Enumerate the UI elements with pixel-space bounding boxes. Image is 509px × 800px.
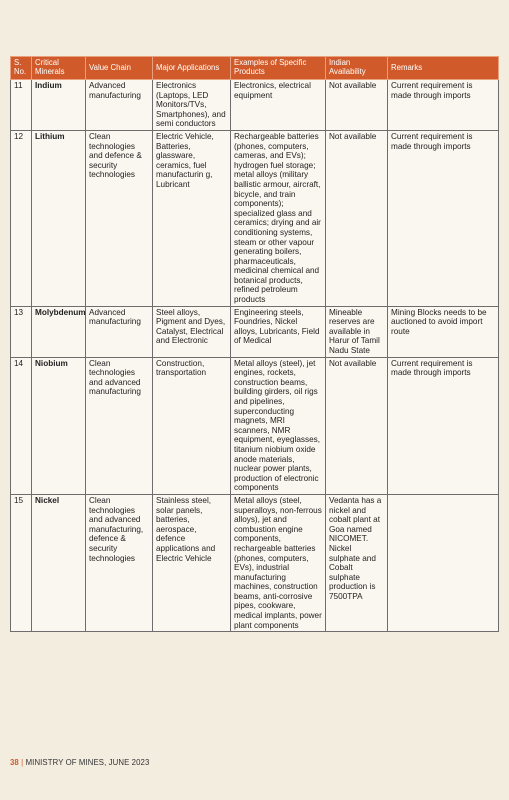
header-sno: S. No. <box>11 57 32 80</box>
cell-mineral: Indium <box>32 80 86 131</box>
cell-availability: Vedanta has a nickel and cobalt plant at Goa named NICOMET. Nickel sulphate and Cobalt sulphate production is 7500TPA <box>326 494 388 631</box>
cell-remarks: Current requirement is made through imports <box>388 357 499 494</box>
cell-value-chain: Clean technologies and advanced manufacturing, defence & security technologies <box>86 494 153 631</box>
cell-availability: Mineable reserves are available in Harur of Tamil Nadu State <box>326 306 388 357</box>
header-applications: Major Applications <box>153 57 231 80</box>
cell-mineral: Nickel <box>32 494 86 631</box>
cell-value-chain: Advanced manufacturing <box>86 306 153 357</box>
cell-remarks: Mining Blocks needs to be auctioned to avoid import route <box>388 306 499 357</box>
page-number: 38 <box>10 758 19 767</box>
cell-applications: Construction, transportation <box>153 357 231 494</box>
cell-mineral: Molybdenum <box>32 306 86 357</box>
table-row <box>11 306 499 357</box>
cell-sno: 14 <box>11 357 32 494</box>
footer-text: MINISTRY OF MINES, JUNE 2023 <box>25 758 150 767</box>
table-row <box>11 494 499 631</box>
table-row <box>11 130 499 306</box>
table-header-row <box>11 57 499 80</box>
cell-sno: 13 <box>11 306 32 357</box>
cell-remarks: Current requirement is made through imports <box>388 130 499 306</box>
header-availability: Indian Availability <box>326 57 388 80</box>
cell-products: Electronics, electrical equipment <box>231 80 326 131</box>
cell-availability: Not available <box>326 80 388 131</box>
cell-value-chain: Advanced manufacturing <box>86 80 153 131</box>
cell-applications: Steel alloys, Pigment and Dyes, Catalyst, Electrical and Electronic <box>153 306 231 357</box>
cell-products: Metal alloys (steel), jet engines, rockets, construction beams, building girders, oil rigs and pipelines, superconducting magnets, MRI scanners, NMR equipment, eyeglasses, titanium niobium oxide anode materials, nuclear power plants, production of electronic components <box>231 357 326 494</box>
cell-applications: Electric Vehicle, Batteries, glassware, ceramics, fuel manufacturin g, Lubricant <box>153 130 231 306</box>
cell-availability: Not available <box>326 130 388 306</box>
cell-value-chain: Clean technologies and defence & security technologies <box>86 130 153 306</box>
cell-applications: Stainless steel, solar panels, batteries, aerospace, defence applications and Electric Vehicle <box>153 494 231 631</box>
header-value-chain: Value Chain <box>86 57 153 80</box>
page-footer <box>10 758 149 767</box>
critical-minerals-table <box>10 56 499 632</box>
cell-applications: Electronics (Laptops, LED Monitors/TVs, Smartphones), and semi conductors <box>153 80 231 131</box>
table-row <box>11 357 499 494</box>
cell-products: Engineering steels, Foundries, Nickel alloys, Lubricants, Field of Medical <box>231 306 326 357</box>
critical-minerals-table-container <box>10 56 498 632</box>
table-row <box>11 80 499 131</box>
header-mineral: Critical Minerals <box>32 57 86 80</box>
cell-sno: 15 <box>11 494 32 631</box>
cell-mineral: Niobium <box>32 357 86 494</box>
cell-value-chain: Clean technologies and advanced manufacturing <box>86 357 153 494</box>
cell-remarks <box>388 494 499 631</box>
header-remarks: Remarks <box>388 57 499 80</box>
cell-mineral: Lithium <box>32 130 86 306</box>
cell-sno: 11 <box>11 80 32 131</box>
cell-remarks: Current requirement is made through imports <box>388 80 499 131</box>
cell-products: Rechargeable batteries (phones, computers, cameras, and EVs); hydrogen fuel storage; metal alloys (military ballistic armour, aircraft, bicycle, and train components); specialized glass and ceramics; drying and air conditioning systems, steam or other vapour generating boilers, pharmaceuticals, medicinal chemical and botanical products, refined petroleum products <box>231 130 326 306</box>
footer-separator: | <box>21 758 24 767</box>
cell-availability: Not available <box>326 357 388 494</box>
cell-sno: 12 <box>11 130 32 306</box>
header-products: Examples of Specific Products <box>231 57 326 80</box>
cell-products: Metal alloys (steel, superalloys, non-ferrous alloys), jet and combustion engine components, rechargeable batteries (phones, computers, EVs), industrial manufacturing machines, construction beams, anti-corrosive pipes, cookware, medical implants, power plant components <box>231 494 326 631</box>
